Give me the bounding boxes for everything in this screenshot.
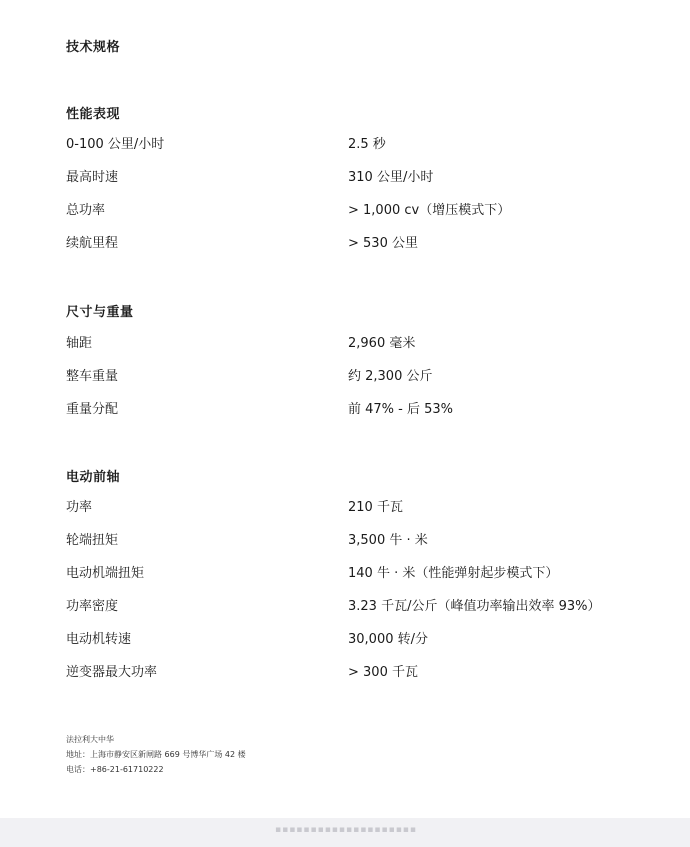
watermark-icon: ▪▪▪▪▪▪▪▪▪▪▪▪▪▪▪▪▪▪▪▪ bbox=[275, 825, 417, 835]
spec-label: 电动机转速 bbox=[66, 632, 132, 647]
section-heading-dimensions: 尺寸与重量 bbox=[66, 305, 134, 320]
spec-row bbox=[66, 663, 646, 683]
spec-value: 210 千瓦 bbox=[348, 500, 403, 515]
footer-phone: 电话：+86-21-61710222 bbox=[66, 765, 164, 774]
spec-row bbox=[66, 367, 646, 387]
spec-value: > 530 公里 bbox=[348, 236, 418, 251]
footer-address: 地址：上海市静安区新闸路 669 号博华广场 42 楼 bbox=[66, 750, 246, 759]
spec-row bbox=[66, 531, 646, 551]
spec-row bbox=[66, 234, 646, 254]
spec-label: 功率密度 bbox=[66, 599, 119, 614]
spec-value: 3.23 千瓦/公斤（峰值功率输出效率 93%） bbox=[348, 599, 601, 614]
spec-row bbox=[66, 400, 646, 420]
spec-value: 前 47% - 后 53% bbox=[348, 402, 454, 417]
spec-label: 电动机端扭矩 bbox=[66, 566, 145, 581]
spec-label: 轮端扭矩 bbox=[66, 533, 119, 548]
spec-row bbox=[66, 201, 646, 221]
spec-row bbox=[66, 498, 646, 518]
spec-row bbox=[66, 597, 646, 617]
spec-label: 重量分配 bbox=[66, 402, 119, 417]
spec-value: 3,500 牛 · 米 bbox=[348, 533, 428, 548]
spec-label: 整车重量 bbox=[66, 369, 119, 384]
spec-row bbox=[66, 630, 646, 650]
spec-label: 续航里程 bbox=[66, 236, 119, 251]
spec-value: 310 公里/小时 bbox=[348, 170, 434, 185]
spec-value: > 300 千瓦 bbox=[348, 665, 418, 680]
spec-value: 2.5 秒 bbox=[348, 137, 386, 152]
spec-label: 轴距 bbox=[66, 336, 93, 351]
footer-contact bbox=[66, 732, 246, 777]
spec-value: 2,960 毫米 bbox=[348, 336, 416, 351]
spec-label: 逆变器最大功率 bbox=[66, 665, 158, 680]
spec-row bbox=[66, 334, 646, 354]
spec-value: 140 牛 · 米（性能弹射起步模式下） bbox=[348, 566, 559, 581]
spec-label: 总功率 bbox=[66, 203, 106, 218]
spec-value: 约 2,300 公斤 bbox=[348, 369, 433, 384]
spec-row bbox=[66, 168, 646, 188]
spec-value: 30,000 转/分 bbox=[348, 632, 428, 647]
page-title: 技术规格 bbox=[66, 40, 121, 55]
spec-label: 功率 bbox=[66, 500, 93, 515]
spec-row bbox=[66, 135, 646, 155]
spec-row bbox=[66, 564, 646, 584]
section-heading-performance: 性能表现 bbox=[66, 107, 121, 122]
spec-label: 0-100 公里/小时 bbox=[66, 137, 165, 152]
footer-company: 法拉利大中华 bbox=[66, 735, 114, 744]
section-heading-front-axle: 电动前轴 bbox=[66, 470, 121, 485]
spec-label: 最高时速 bbox=[66, 170, 119, 185]
spec-value: > 1,000 cv（增压模式下） bbox=[348, 203, 511, 218]
